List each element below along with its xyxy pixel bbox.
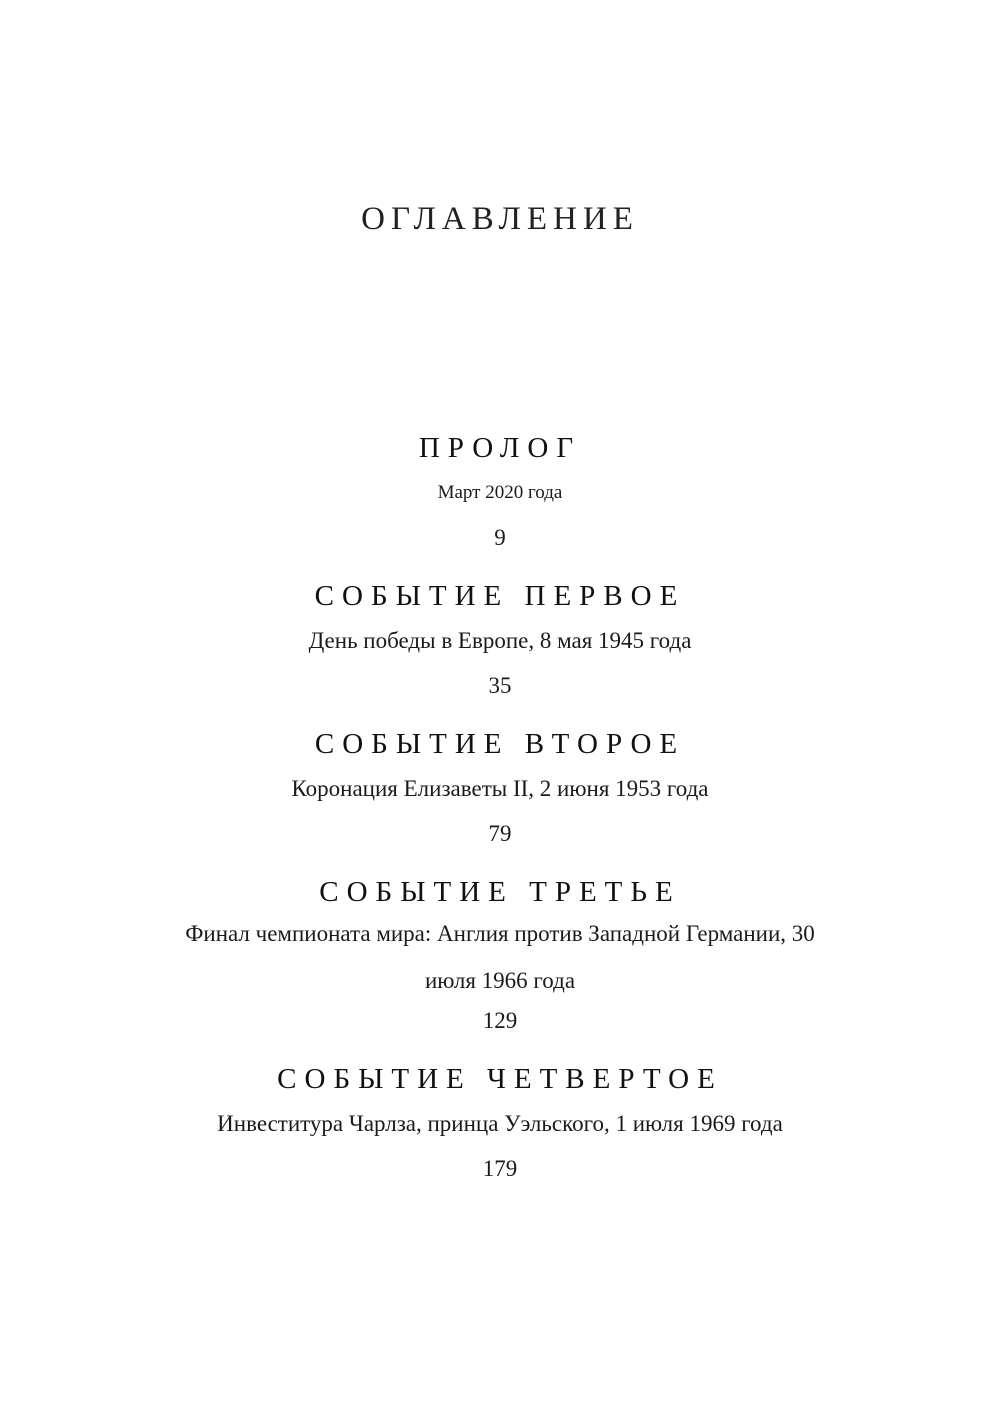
entry-heading: ПРОЛОГ xyxy=(418,432,582,464)
entry-subtitle: Финал чемпионата мира: Англия против Западной Германии, 30 июля 1966 года xyxy=(185,921,815,993)
entry-subtitle: День победы в Европе, 8 мая 1945 года xyxy=(308,628,692,653)
toc-entry-event-1 xyxy=(0,574,1000,702)
entry-heading: СОБЫТИЕ ВТОРОЕ xyxy=(314,728,686,760)
page-title: ОГЛАВЛЕНИЕ xyxy=(361,201,639,237)
entry-page-number: 9 xyxy=(494,525,506,550)
entry-page-number: 79 xyxy=(488,821,512,846)
toc-entry-event-3 xyxy=(0,870,1000,1037)
entry-page-number: 129 xyxy=(482,1008,518,1033)
entry-heading: СОБЫТИЕ ЧЕТВЕРТОЕ xyxy=(277,1063,723,1095)
toc-entry-prologue xyxy=(0,426,1000,554)
entry-subtitle: Коронация Елизаветы II, 2 июня 1953 года xyxy=(291,776,709,801)
entry-subtitle: Инвеститура Чарлза, принца Уэльского, 1 июля 1969 года xyxy=(217,1111,783,1136)
entry-heading: СОБЫТИЕ ТРЕТЬЕ xyxy=(319,876,681,908)
toc-list xyxy=(0,426,1000,1205)
entry-subtitle: Март 2020 года xyxy=(437,482,563,503)
entry-heading: СОБЫТИЕ ПЕРВОЕ xyxy=(314,580,686,612)
toc-entry-event-2 xyxy=(0,722,1000,850)
entry-page-number: 35 xyxy=(488,673,512,698)
toc-entry-event-4 xyxy=(0,1057,1000,1185)
entry-page-number: 179 xyxy=(482,1156,518,1181)
